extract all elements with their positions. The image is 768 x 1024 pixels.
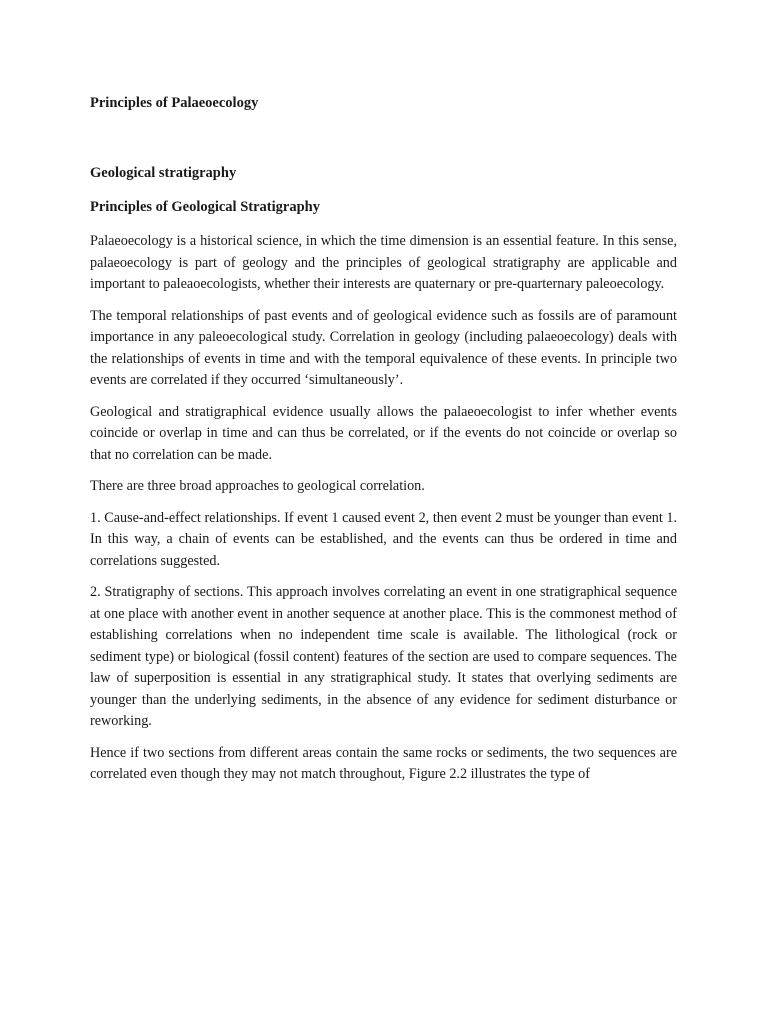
- paragraph: There are three broad approaches to geological correlation.: [90, 478, 425, 494]
- paragraph: 1. Cause-and-effect relationships. If event 1 caused event 2, then event 2 must be younger than event 1. In this way, a chain of events can be established, and the events can thus be ordered in time and correlations suggested.: [90, 509, 677, 569]
- document-title: Principles of Palaeoecology: [90, 95, 259, 111]
- paragraph: Hence if two sections from different areas contain the same rocks or sediments, the two sequences are correlated even though they may not match throughout, Figure 2.2 illustrates the type of: [90, 744, 677, 782]
- paragraph: 2. Stratigraphy of sections. This approach involves correlating an event in one stratigraphical sequence at one place with another event in another sequence at another place. This is the commonest method of establishing correlations when no independent time scale is available. The lithological (rock or sediment type) or biological (fossil content) features of the section are used to compare sequences. The law of superposition is essential in any stratigraphical study. It states that overlying sediments are younger than the underlying sediments, in the absence of any evidence for sediment disturbance or reworking.: [90, 584, 677, 729]
- section-heading: Geological stratigraphy: [90, 165, 237, 181]
- paragraph: Palaeoecology is a historical science, in which the time dimension is an essential feature. In this sense, palaeoecology is part of geology and the principles of geological stratigraphy are applicable and important to paleaoecologists, whether their interests are quaternary or pre-quarternary paleoecology.: [90, 233, 677, 292]
- paragraph: Geological and stratigraphical evidence usually allows the palaeoecologist to infer whether events coincide or overlap in time and can thus be correlated, or if the events do not coincide or overlap so that no correlation can be made.: [90, 403, 677, 463]
- subsection-heading: Principles of Geological Stratigraphy: [90, 199, 320, 215]
- paragraph: The temporal relationships of past events and of geological evidence such as fossils are of paramount importance in any paleoecological study. Correlation in geology (including palaeoecology) deals with the relationships of events in time and with the temporal equivalence of these events. In principle two events are correlated if they occurred ‘simultaneously’.: [90, 307, 677, 388]
- document-body: [90, 94, 677, 796]
